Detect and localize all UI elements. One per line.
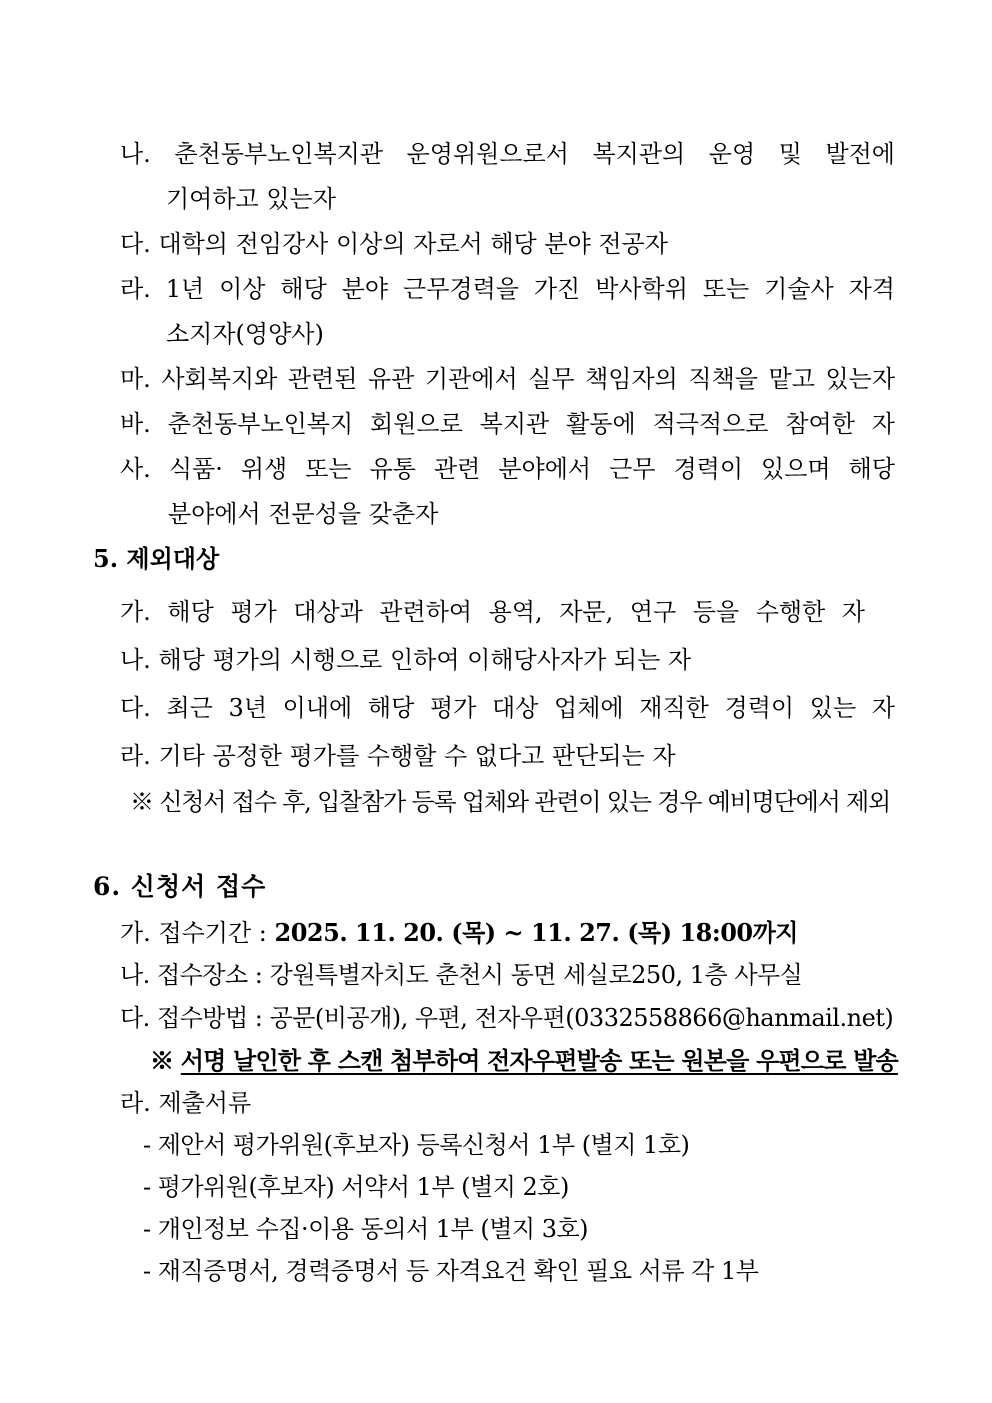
sec4-item-sa-line2: 분야에서 전문성을 갖춘자: [168, 500, 439, 528]
sec4-item-na-line2: 기여하고 있는자: [166, 185, 336, 213]
sec4-item-ra-line2: 소지자(영양사): [166, 320, 324, 348]
sec6-method: 다. 접수방법 : 공문(비공개), 우편, 전자우편(0332558866@hanmail.net): [120, 1004, 894, 1032]
sec6-notice: [150, 1046, 992, 1076]
section-6-heading: 6. 신청서 접수: [93, 872, 267, 901]
sec5-item-na: 나. 해당 평가의 시행으로 인하여 이해당사자가 되는 자: [120, 646, 692, 674]
notice-mark: ※: [150, 1046, 181, 1075]
doc-item-2: - 평가위원(후보자) 서약서 1부 (별지 2호): [143, 1173, 569, 1201]
doc-item-3: - 개인정보 수집·이용 동의서 1부 (별지 3호): [143, 1215, 589, 1243]
doc-item-1: - 제안서 평가위원(후보자) 등록신청서 1부 (별지 1호): [143, 1131, 690, 1159]
sec4-item-sa-line1: 사. 식품· 위생 또는 유통 관련 분야에서 근무 경력이 있으며 해당: [120, 455, 895, 483]
sec5-item-ga: 가. 해당 평가 대상과 관련하여 용역, 자문, 연구 등을 수행한 자: [120, 598, 865, 626]
sec4-item-ma: 마. 사회복지와 관련된 유관 기관에서 실무 책임자의 직책을 맡고 있는자: [120, 365, 895, 393]
sec5-note: ※ 신청서 접수 후, 입찰참가 등록 업체와 관련이 있는 경우 예비명단에서 제외: [130, 788, 890, 816]
sec4-item-ra-line1: 라. 1년 이상 해당 분야 근무경력을 가진 박사학위 또는 기술사 자격: [120, 275, 895, 303]
sec4-item-ba: 바. 춘천동부노인복지 회원으로 복지관 활동에 적극적으로 참여한 자: [120, 410, 895, 438]
sec5-item-ra: 라. 기타 공정한 평가를 수행할 수 없다고 판단되는 자: [120, 742, 676, 770]
sec4-item-na-line1: 나. 춘천동부노인복지관 운영위원으로서 복지관의 운영 및 발전에: [120, 140, 895, 168]
sec6-place: 나. 접수장소 : 강원특별자치도 춘천시 동면 세실로250, 1층 사무실: [120, 961, 803, 989]
sec6-period-value: 2025. 11. 20. (목) ~ 11. 27. (목) 18:00까지: [274, 918, 798, 947]
section-5-heading: 5. 제외대상: [93, 544, 220, 573]
sec6-period-label: 가. 접수기간 :: [120, 919, 275, 947]
sec6-period: [120, 918, 992, 948]
doc-item-4: - 재직증명서, 경력증명서 등 자격요건 확인 필요 서류 각 1부: [143, 1257, 759, 1285]
notice-text: 서명 날인한 후 스캔 첨부하여 전자우편발송 또는 원본을 우편으로 발송: [180, 1046, 898, 1075]
sec5-item-da: 다. 최근 3년 이내에 해당 평가 대상 업체에 재직한 경력이 있는 자: [120, 694, 895, 722]
sec4-item-da: 다. 대학의 전임강사 이상의 자로서 해당 분야 전공자: [120, 230, 668, 258]
sec6-docs-label: 라. 제출서류: [120, 1089, 252, 1117]
